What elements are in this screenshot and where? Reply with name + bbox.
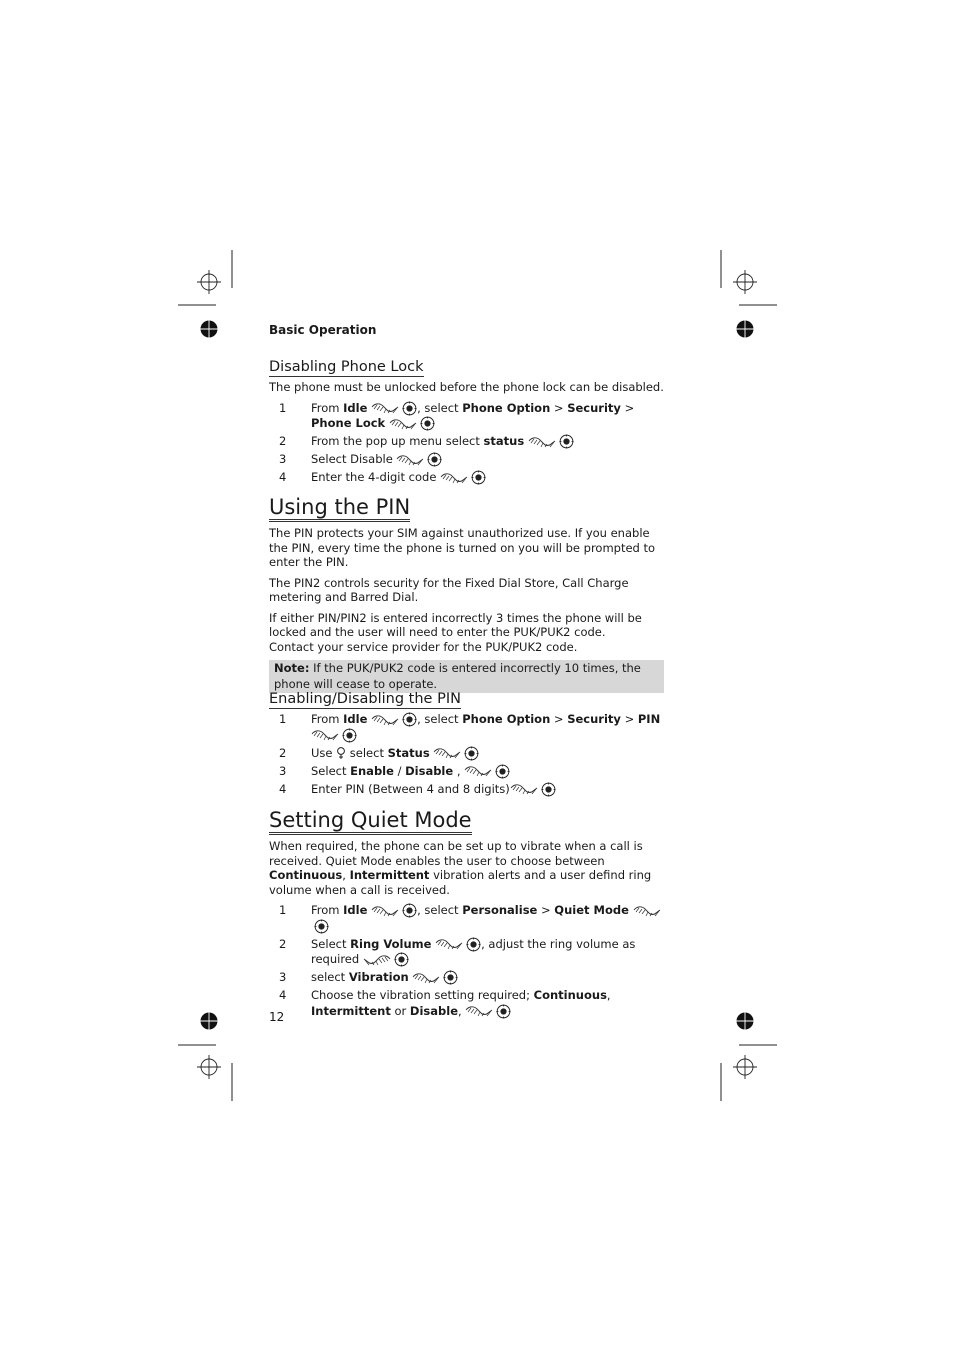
list-item: 1 From Idle , select Phone Option > Security > PIN — [269, 712, 664, 743]
ok-key-icon — [402, 401, 417, 416]
steps-list — [269, 903, 664, 1019]
steps-list — [269, 401, 664, 486]
scroll-key-icon — [435, 937, 463, 951]
scroll-key-icon — [371, 904, 399, 918]
ok-key-icon — [496, 1004, 511, 1019]
ok-key-icon — [402, 903, 417, 918]
section-title: Enabling/Disabling the PIN — [269, 691, 461, 707]
list-item: 2 Select Ring Volume , adjust the ring volume as required — [279, 936, 636, 966]
scroll-key-icon — [510, 782, 538, 796]
paragraph: Contact your service provider for the PUK/PUK2 code. — [269, 639, 578, 654]
scroll-key-icon — [371, 401, 399, 415]
list-item: 4 Choose the vibration setting required; Continuous, Intermittent or Disable, — [279, 988, 611, 1018]
paragraph: When required, the phone can be set up to vibrate when a call is received. Quiet Mode enables the user to choose between Continuous, Intermittent vibration alerts and a user defind ring volume when a call is received. — [269, 839, 652, 897]
page-number: 12 — [269, 1010, 285, 1024]
scroll-key-icon — [389, 417, 417, 431]
scroll-key-icon — [633, 904, 661, 918]
ok-key-icon — [471, 470, 486, 485]
list-item: 1 From Idle , select Phone Option > Security > Phone Lock — [279, 400, 635, 430]
scroll-key-icon — [465, 1004, 493, 1018]
note-label: Note: — [274, 661, 310, 675]
scroll-key-icon — [464, 764, 492, 778]
ok-key-icon — [464, 746, 479, 761]
list-item: 4 Enter the 4-digit code — [269, 470, 664, 486]
scroll-key-icon — [311, 728, 339, 742]
ok-key-icon — [394, 952, 409, 967]
list-item: 3 Select Enable / Disable , — [269, 764, 664, 780]
ok-key-icon — [427, 452, 442, 467]
ok-key-icon — [559, 434, 574, 449]
list-item: 2 Use select Status — [269, 746, 664, 762]
paragraph: If either PIN/PIN2 is entered incorrectly 3 times the phone will be locked and the user will need to enter the PUK/PUK2 code. — [269, 610, 642, 639]
running-head: Basic Operation — [269, 323, 377, 337]
section-setting-quiet-mode — [269, 808, 664, 1022]
ok-key-icon — [402, 712, 417, 727]
ok-key-icon — [314, 919, 329, 934]
list-item: 3 select Vibration — [269, 970, 664, 986]
section-enabling-disabling-pin — [269, 688, 664, 800]
list-item: 2 From the pop up menu select status — [269, 434, 664, 450]
section-title: Disabling Phone Lock — [269, 359, 424, 375]
scroll-key-icon — [371, 713, 399, 727]
ok-key-icon — [495, 764, 510, 779]
list-item: 4 Enter PIN (Between 4 and 8 digits) — [269, 782, 664, 798]
section-disabling-phone-lock — [269, 356, 664, 488]
scroll-key-icon — [528, 435, 556, 449]
ok-key-icon — [443, 970, 458, 985]
scroll-key-icon — [396, 453, 424, 467]
scroll-key-icon — [433, 746, 461, 760]
ok-key-icon — [541, 782, 556, 797]
paragraph: The PIN2 controls security for the Fixed Dial Store, Call Charge metering and Barred Dial. — [269, 575, 629, 604]
scroll-key-icon — [440, 471, 468, 485]
paragraph: The PIN protects your SIM against unauthorized use. If you enable the PIN, every time the phone is turned on you will be prompted to enter the PIN. — [269, 526, 656, 569]
scroll-key-icon — [363, 953, 391, 967]
steps-list — [269, 712, 664, 797]
list-item: 3 Select Disable — [269, 452, 664, 468]
list-item: 1 From Idle , select Personalise > Quiet Mode — [269, 903, 664, 934]
nav-key-icon — [336, 746, 346, 760]
ok-key-icon — [342, 728, 357, 743]
ok-key-icon — [420, 416, 435, 431]
note-text: If the PUK/PUK2 code is entered incorrectly 10 times, the phone will cease to operate. — [274, 661, 641, 691]
section-using-the-pin — [269, 495, 664, 693]
scroll-key-icon — [412, 971, 440, 985]
section-heading: Using the PIN — [269, 495, 410, 522]
intro-text: The phone must be unlocked before the phone lock can be disabled. — [269, 380, 664, 394]
ok-key-icon — [466, 937, 481, 952]
section-heading: Setting Quiet Mode — [269, 808, 472, 835]
